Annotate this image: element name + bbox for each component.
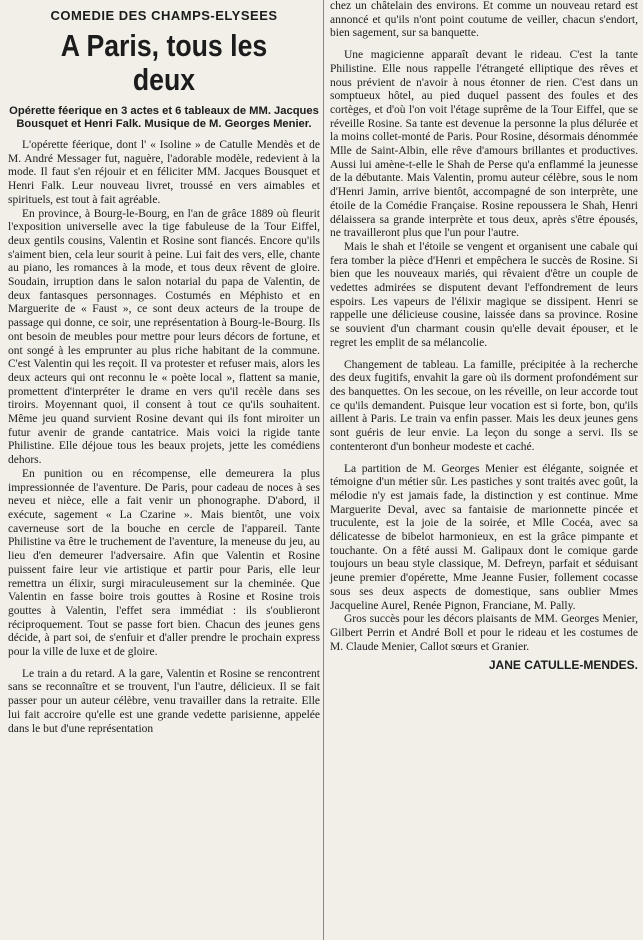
section-kicker: COMEDIE DES CHAMPS-ELYSEES xyxy=(50,8,278,23)
right-column xyxy=(330,0,638,672)
column-divider xyxy=(323,0,324,940)
paragraph: En province, à Bourg-le-Bourg, en l'an de grâce 1889 où fleurit l'exposition universelle avec la tige fabuleuse de la Tour Eiffel, deux gentils cousins, Valentin et Rosine sont fiancés. Encore qu'ils s'aiment bien, cela leur sourit à peine. Lui fait des vers, elle, chante au piano, les romances à la mode, et tous deux rêvent de gloire. Soudain, irruption dans le salon notarial du papa de Valentin, de deux fantasques personnages. Costumés en Méphisto et en Marguerite de « Faust », ce sont deux acteurs de la troupe de passage qui donne, ce soir, une représentation à Bourg-le-Bourg. Ils ont besoin de meubles pour mettre pour leurs décors de fortune, et ont songé à les emprunter au plus riche habitant de la commune. C'est Valentin qui les reçoit. Il va protester et refuser mais, alors les deux acteurs qui ont reconnu le « poète local », flattent sa manie, promettent d'interpréter le drame en vers qu'il recèle dans ses tiroirs. Moyennant quoi, il consent à tout ce qu'ils souhaitent. Même jeu quand survient Rosine devant qui ils font miroiter un futur avenir de grande cantatrice. Mais voici la rigide tante Philistine. Elle déjoue tous les beaux projets, jette les comédiens dehors. xyxy=(8,207,320,467)
author-signature: JANE CATULLE-MENDES. xyxy=(488,658,638,673)
article-headline: A Paris, tous les deux xyxy=(60,28,268,97)
paragraph: La partition de M. Georges Menier est élégante, soignée et témoigne d'un métier sûr. Les pastiches y sont traités avec goût, la mélodie n'y est jamais fade, la distinction y est continue. Mme Marguerite Deval, avec sa fantaisie de marionnette pincée et truculente, est la joie de la soirée, et Mlle Cocéa, avec sa délicatesse de bibelot harmonieux, en est la grâce pimpante et touchante. On a fêté aussi M. Galipaux dont le comique garde toujours un beau style classique, M. Defreyn, parfait et séduisant jeune premier d'opérette, Mme Jeanne Fusier, follement cocasse sous ses deux aspects de domestique, sans oublier Mmes Jacqueline Aurel, Renée Pignon, Franciane, M. Pally. xyxy=(330,462,638,612)
paragraph: Changement de tableau. La famille, précipitée à la recherche des deux fugitifs, envahit la gare où ils dorment profondément sur des banquettes. On les secoue, on les réveille, on leur accorde tout ce qu'ils demandent. Puisque leur vocation est si forte, bon, qu'ils aillent à Paris. Le train va enfin passer. Mais les deux jeunes gens sont guéris de leur envie. La leçon du songe a servi. Ils se contenteront d'un bonheur modeste et caché. xyxy=(330,358,638,453)
paragraph: L'opérette féerique, dont l' « Isoline » de Catulle Mendès et de M. André Messager fut, naguère, l'adorable modèle, redevient à la mode. Il faut s'en réjouir et en féliciter MM. Jacques Bousquet et Henri Falk. Leur nouveau livret, troussé en vers aimables et spirituels, est tout à fait agréable. xyxy=(8,139,320,206)
left-column xyxy=(8,0,320,736)
paragraph: Le train a du retard. A la gare, Valentin et Rosine se rencontrent sans se reconnaître et se trouvent, l'un l'autre, délicieux. Il se fait passer pour un auteur célèbre, venu travailler dans la retraite. Elle lui fait accroire qu'elle est une grande vedette parisienne, appelée dans le but d'une représentation xyxy=(8,667,320,735)
paragraph: Mais le shah et l'étoile se vengent et organisent une cabale qui fera tomber la pièce d'Henri et empêchera le succès de Rosine. Si bien que les nouveaux mariés, qui rêvaient d'être un couple de vedettes admirées se disputent devant l'effondrement de leurs espoirs. Les vapeurs de l'élixir magique se dissipent. Henri se rappelle une délicieuse cousine, laissée dans sa province. Rosine se souvient d'un charmant cousin qu'elle devait épouser, et le regret les emplit de sa mélancolie. xyxy=(330,240,638,349)
article-subheading: Opérette féerique en 3 actes et 6 tableaux de MM. Jacques Bousquet et Henri Falk. Musique de M. Georges Menier. xyxy=(9,105,319,130)
paragraph: chez un châtelain des environs. Et comme un nouveau retard est annoncé et qu'ils n'ont point coutume de veiller, chacun s'endort, bien sagement, sur sa banquette. xyxy=(330,0,638,40)
paragraph: Gros succès pour les décors plaisants de MM. Georges Menier, Gilbert Perrin et André Boll et pour le rideau et les costumes de M. Claude Menier, Callot sœurs et Granier. xyxy=(330,613,638,653)
paragraph: Une magicienne apparaît devant le rideau. C'est la tante Philistine. Elle nous rappelle l'étrangeté elliptique des rêves et nous prévient de n'avoir à nous étonner de rien. C'est dans un somptueux hôtel, au pied duquel passent des foules et des cortèges, et d'où l'on voit l'étage suprême de la Tour Eiffel, que se réveille Rosine. Sa tante est devenue la personne la plus délurée et la moins collet-monté de Paris. Pour Rosine, désormais dénommée Mlle de Saint-Albin, elle rêve d'amours brillantes et productives. Aussi lui amène-t-elle le Shah de Perse qu'a enflammé la jeunesse de la débutante. Mais Valentin, promu auteur célèbre, sous le nom d'Henri Jamin, arrive bientôt, accompagné de son interprète, une étoile de la Comédie Française. Rosine repoussera le Shah, Henri délaissera sa grande interprète et tous deux, après s'être épousés, ne travailleront plus que l'un pour l'autre. xyxy=(330,49,638,240)
paragraph: En punition ou en récompense, elle demeurera la plus impressionnée de l'aventure. De Paris, pour cadeau de noces à ses neveu et nièce, elle a fait venir un phonographe. D'abord, il exécute, sagement « La Czarine ». Mais bientôt, une voix caverneuse sort de la bouche en cercle de l'appareil. Tante Philistine va être le truchement de l'aventure, la meneuse du jeu, au lieu d'en demeurer l'adversaire. Afin que Valentin et Rosine puissent faire leur vie artistique et partir pour Paris, elle leur remettra un élixir, surgi miraculeusement sur la cheminée. Que Valentin en fasse boire trois gouttes à Rosine et Rosine trois gouttes à Valentin, l'effet sera immédiat : ils s'oublieront réciproquement. Tout se passe fort bien. Chacun des jeunes gens décide, à part soi, de s'enfuir et d'aller prendre le prochain express pour la ville de luxe et de gloire. xyxy=(8,467,320,659)
